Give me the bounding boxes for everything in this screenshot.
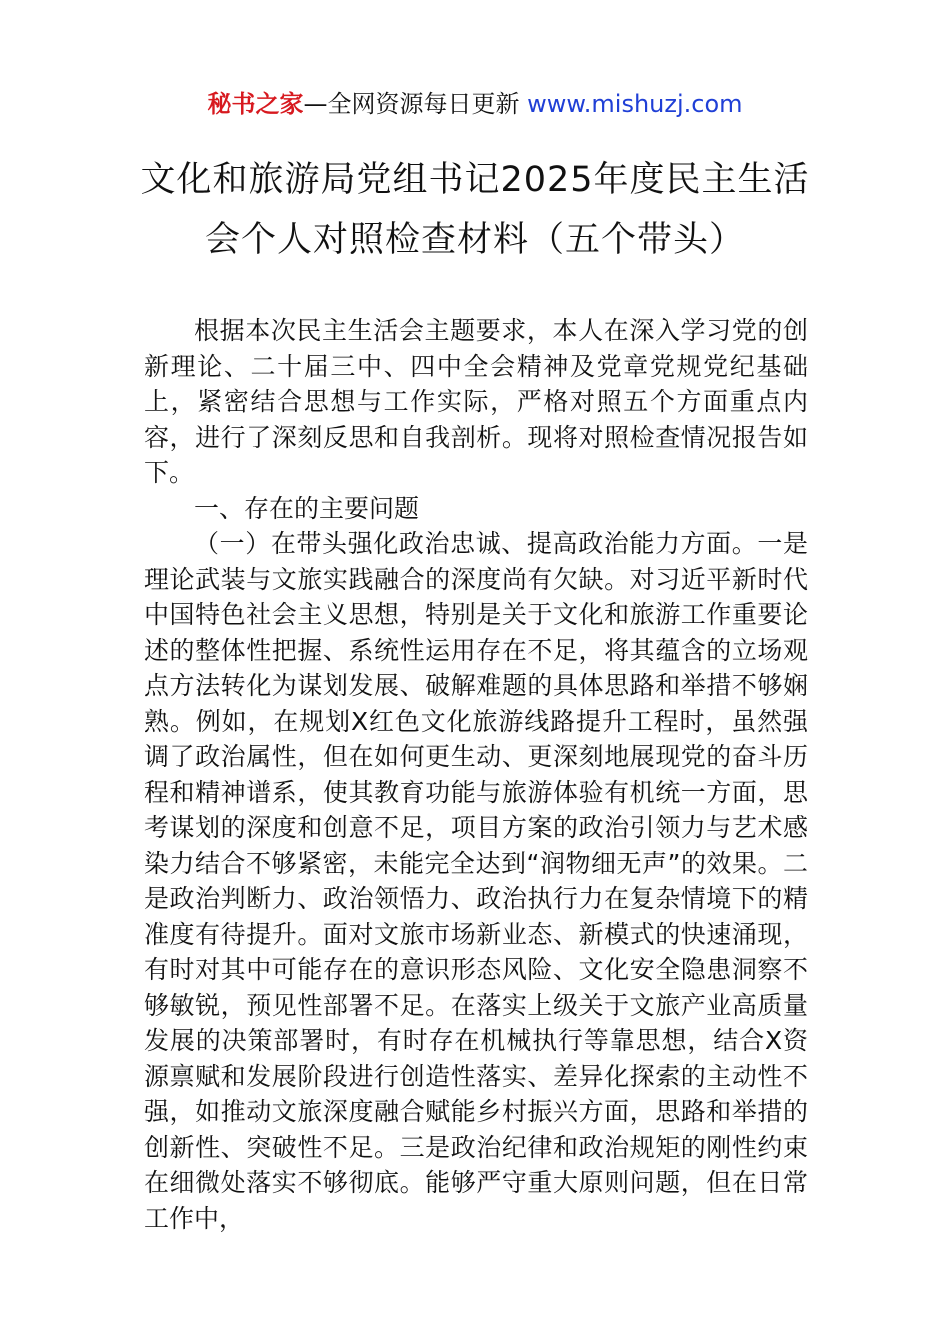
document-title-line-1: 文化和旅游局党组书记2025年度民主生活	[140, 160, 810, 200]
document-body	[144, 313, 808, 1236]
site-tagline: —全网资源每日更新	[303, 90, 520, 118]
site-brand: 秘书之家	[207, 90, 304, 118]
site-url-link[interactable]: www.mishuzj.com	[527, 90, 743, 118]
document-title-line-2: 会个人对照检查材料（五个带头）	[204, 220, 745, 260]
section-heading: 一、存在的主要问题	[194, 493, 420, 523]
site-header	[0, 86, 950, 122]
body-paragraph: （一）在带头强化政治忠诚、提高政治能力方面。一是理论武装与文旅实践融合的深度尚有欠缺。对习近平新时代中国特色社会主义思想，特别是关于文化和旅游工作重要论述的整体性把握、系统性运用存在不足，将其蕴含的立场观点方法转化为谋划发展、破解难题的具体思路和举措不够娴熟。例如，在规划X红色文化旅游线路提升工程时，虽然强调了政治属性，但在如何更生动、更深刻地展现党的奋斗历程和精神谱系，使其教育功能与旅游体验有机统一方面，思考谋划的深度和创意不足，项目方案的政治引领力与艺术感染力结合不够紧密，未能完全达到“润物细无声”的效果。二是政治判断力、政治领悟力、政治执行力在复杂情境下的精准度有待提升。面对文旅市场新业态、新模式的快速涌现，有时对其中可能存在的意识形态风险、文化安全隐患洞察不够敏锐，预见性部署不足。在落实上级关于文旅产业高质量发展的决策部署时，有时存在机械执行等靠思想，结合X资源禀赋和发展阶段进行创造性落实、差异化探索的主动性不强，如推动文旅深度融合赋能乡村振兴方面，思路和举措的创新性、突破性不足。三是政治纪律和政治规矩的刚性约束在细微处落实不够彻底。能够严守重大原则问题，但在日常工作中，	[144, 529, 808, 1233]
intro-paragraph: 根据本次民主生活会主题要求，本人在深入学习党的创新理论、二十届三中、四中全会精神及党章党规党纪基础上，紧密结合思想与工作实际，严格对照五个方面重点内容，进行了深刻反思和自我剖析。现将对照检查情况报告如下。	[144, 316, 808, 487]
document-title	[60, 150, 890, 270]
